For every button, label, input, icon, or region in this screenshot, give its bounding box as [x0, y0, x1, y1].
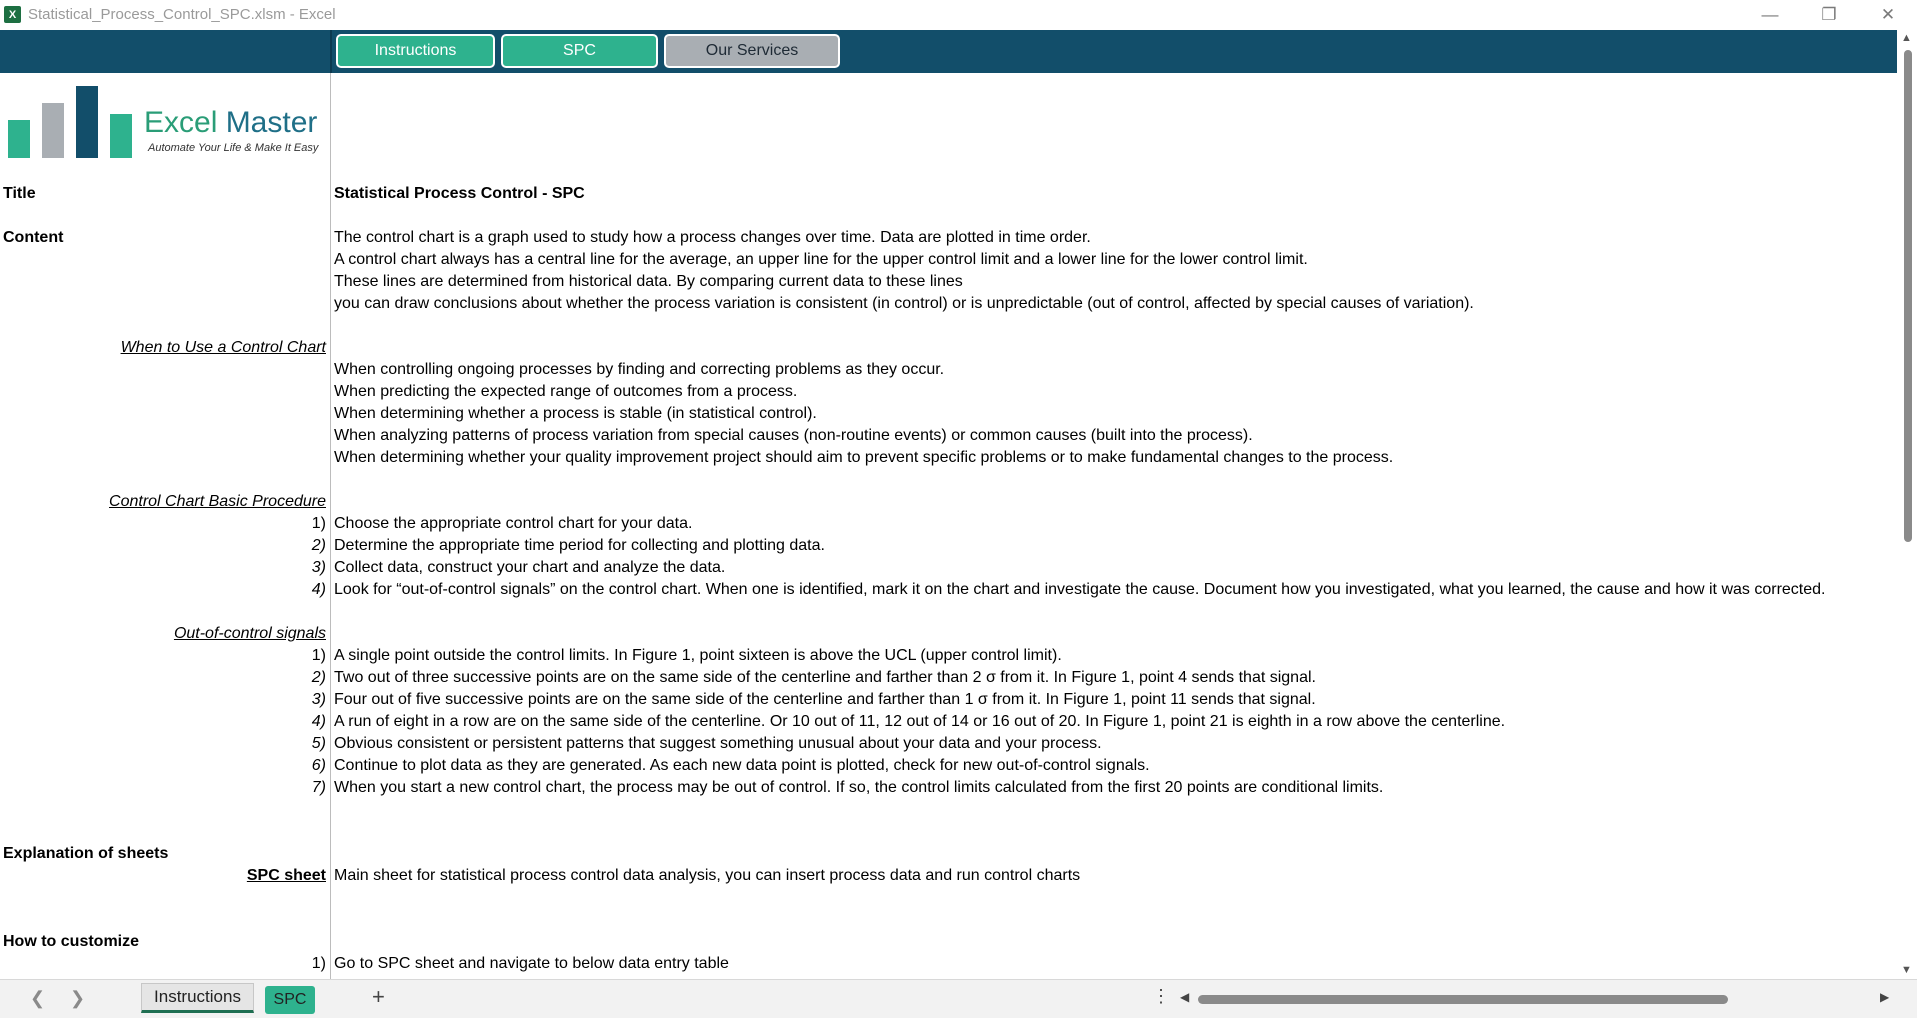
when-heading: When to Use a Control Chart [120, 339, 326, 356]
signal-text: Four out of five successive points are on the same side of the centerline and farther than 1 σ from it. In Figure 1, point 11 sends that signal. [334, 691, 1316, 708]
signal-number: 2) [311, 669, 326, 686]
logo-bar [42, 103, 64, 158]
signal-text: Continue to plot data as they are generated. As each new data point is plotted, check for new out-of-control signals. [334, 757, 1150, 774]
signal-text: A run of eight in a row are on the same side of the centerline. Or 10 out of 11, 12 out of 14 or 16 out of 20. In Figure 1, point 21 is eighth in a row above the centerline. [334, 713, 1506, 730]
sheet-tab-bar [0, 979, 1917, 1018]
more-options-icon[interactable]: ⋮ [1152, 986, 1170, 1006]
step-number: 2) [311, 537, 326, 554]
sheet-tab-instructions[interactable]: Instructions [141, 983, 254, 1013]
signal-text: When you start a new control chart, the process may be out of control. If so, the control limits calculated from the first 20 points are conditional limits. [334, 779, 1384, 796]
signal-number: 7) [311, 779, 326, 796]
column-divider [330, 73, 331, 979]
step-number: 1) [311, 515, 326, 532]
logo-bar [8, 120, 30, 158]
procedure-step: Determine the appropriate time period for collecting and plotting data. [334, 537, 825, 554]
vertical-scroll-thumb[interactable] [1904, 50, 1912, 542]
scroll-down-icon[interactable]: ▼ [1901, 964, 1912, 976]
scroll-left-icon[interactable]: ◀ [1180, 990, 1190, 1004]
when-line: When controlling ongoing processes by finding and correcting problems as they occur. [334, 361, 945, 378]
explanation-label: Explanation of sheets [3, 845, 169, 862]
procedure-step: Look for “out-of-control signals” on the control chart. When one is identified, mark it on the chart and investigate the cause. Document how you investigated, what you learned, the cause and how it was corrected. [334, 581, 1826, 598]
procedure-step: Collect data, construct your chart and analyze the data. [334, 559, 726, 576]
content-row [0, 249, 1897, 271]
excel-icon: X [4, 6, 21, 23]
our-services-button[interactable]: Our Services [664, 34, 840, 68]
content-line: These lines are determined from historical data. By comparing current data to these lines [334, 273, 963, 290]
content-line: A control chart always has a central line for the average, an upper line for the upper control limit and a lower line for the lower control limit. [334, 251, 1308, 268]
minimize-icon[interactable]: — [1761, 5, 1779, 24]
when-line: When predicting the expected range of outcomes from a process. [334, 383, 798, 400]
instructions-button[interactable]: Instructions [336, 34, 495, 68]
logo-bar [76, 86, 98, 158]
signal-text: Two out of three successive points are on the same side of the centerline and farther than 2 σ from it. In Figure 1, point 4 sends that signal. [334, 669, 1316, 686]
content-row [0, 293, 1897, 315]
title-row [0, 183, 1897, 205]
restore-icon[interactable]: ❐ [1821, 5, 1837, 24]
next-sheet-icon[interactable]: ❯ [70, 988, 86, 1008]
step-number: 4) [311, 581, 326, 598]
column-divider [330, 30, 332, 73]
customize-step: Go to SPC sheet and navigate to below data entry table [334, 955, 729, 972]
worksheet[interactable] [0, 73, 1897, 979]
scroll-up-icon[interactable]: ▲ [1901, 32, 1912, 44]
logo-bar [110, 114, 132, 158]
excel-master-logo [8, 80, 328, 158]
content-row [0, 271, 1897, 293]
signal-number: 5) [311, 735, 326, 752]
signal-number: 1) [311, 647, 326, 664]
title-value: Statistical Process Control - SPC [334, 185, 585, 202]
signals-heading: Out-of-control signals [173, 625, 326, 642]
spc-sheet-description: Main sheet for statistical process control data analysis, you can insert process data and run control charts [334, 867, 1081, 884]
customize-number: 1) [311, 955, 326, 972]
signal-number: 6) [311, 757, 326, 774]
prev-sheet-icon[interactable]: ❮ [30, 988, 46, 1008]
signal-number: 4) [311, 713, 326, 730]
signal-number: 3) [311, 691, 326, 708]
signal-text: A single point outside the control limits. In Figure 1, point sixteen is above the UCL (upper control limit). [334, 647, 1062, 664]
logo-name: Excel Master [144, 106, 318, 139]
close-icon[interactable]: ✕ [1880, 5, 1896, 24]
content-label: Content [3, 229, 64, 246]
title-label: Title [3, 185, 36, 202]
content-row [0, 227, 1897, 249]
scroll-right-icon[interactable]: ▶ [1880, 990, 1890, 1004]
content-line: The control chart is a graph used to study how a process changes over time. Data are plotted in time order. [334, 229, 1091, 246]
window-title: Statistical_Process_Control_SPC.xlsm - Excel [28, 6, 336, 23]
sheet-tab-spc[interactable]: SPC [265, 986, 315, 1014]
content-line: you can draw conclusions about whether the process variation is consistent (in control) or is unpredictable (out of control, affected by special causes of variation). [334, 295, 1474, 312]
procedure-heading: Control Chart Basic Procedure [109, 493, 326, 510]
step-number: 3) [311, 559, 326, 576]
spc-sheet-link[interactable]: SPC sheet [246, 867, 326, 884]
when-line: When analyzing patterns of process variation from special causes (non-routine events) or common causes (built into the process). [334, 427, 1253, 444]
horizontal-scrollbar[interactable] [1180, 988, 1893, 1010]
header-band [0, 30, 1897, 73]
horizontal-scroll-thumb[interactable] [1198, 995, 1728, 1004]
when-heading-row [0, 337, 1897, 359]
logo-tagline: Automate Your Life & Make It Easy [148, 142, 319, 154]
procedure-step: Choose the appropriate control chart for your data. [334, 515, 693, 532]
when-line: When determining whether your quality improvement project should aim to prevent specific problems or to make fundamental changes to the process. [334, 449, 1394, 466]
when-line: When determining whether a process is stable (in statistical control). [334, 405, 817, 422]
window-titlebar [0, 0, 1917, 30]
signal-text: Obvious consistent or persistent patterns that suggest something unusual about your data and your process. [334, 735, 1102, 752]
spc-button[interactable]: SPC [501, 34, 658, 68]
vertical-scrollbar[interactable] [1897, 30, 1917, 979]
customize-label: How to customize [3, 933, 140, 950]
add-sheet-button[interactable]: + [372, 984, 385, 1009]
